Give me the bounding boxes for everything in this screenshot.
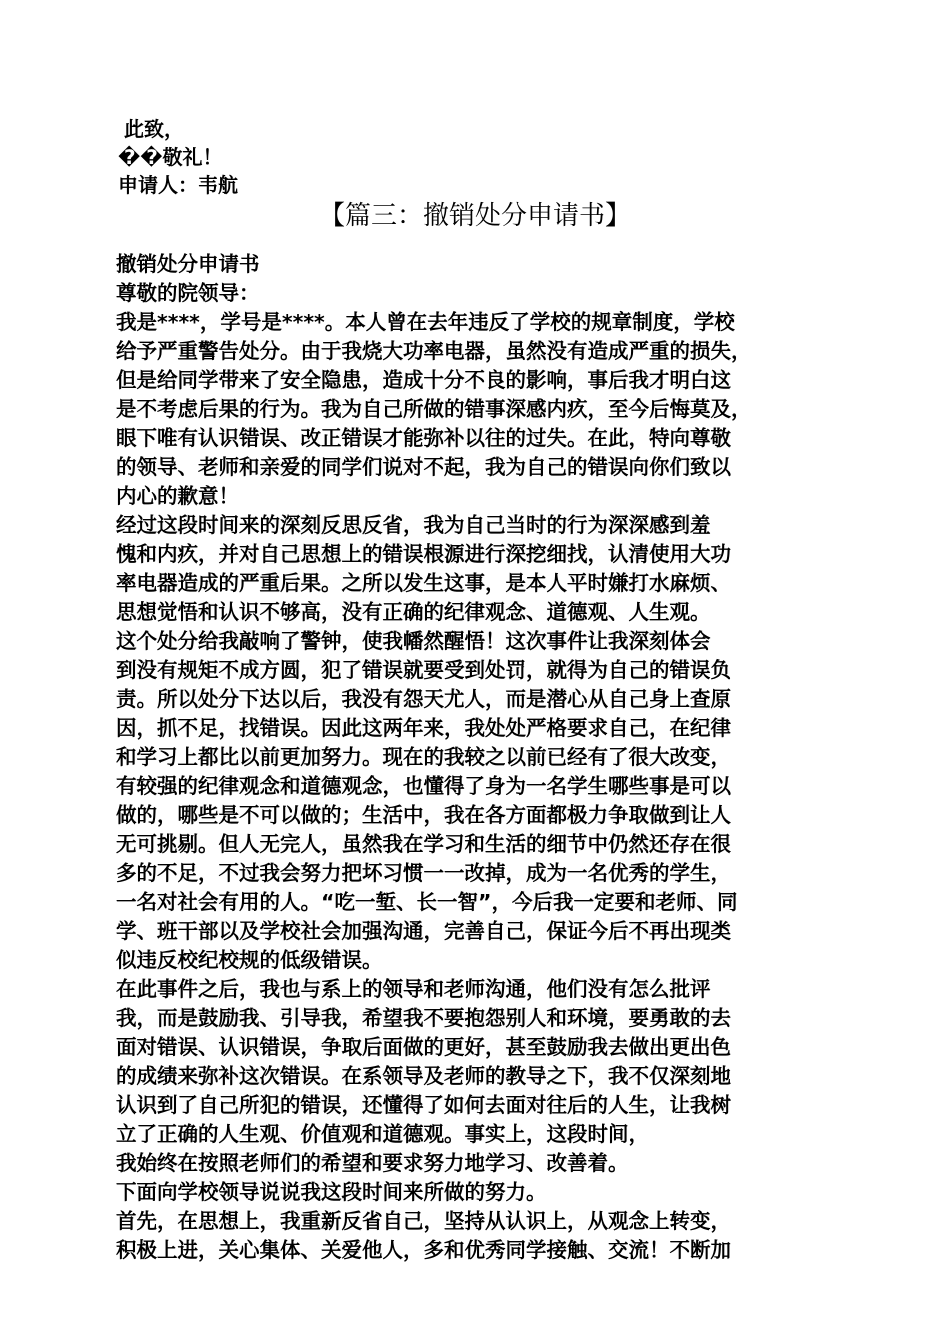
body-line: 在此事件之后，我也与系上的领导和老师沟通，他们没有怎么批评 [116, 977, 711, 1001]
body-line: 给予严重警告处分。由于我烧大功率电器，虽然没有造成严重的损失， [116, 339, 752, 363]
body-line: 眼下唯有认识错误、改正错误才能弥补以往的过失。在此，特向尊敬 [116, 426, 731, 450]
body-line: 责。所以处分下达以后，我没有怨天尤人，而是潜心从自己身上查原 [116, 687, 731, 711]
body-line: 认识到了自己所犯的错误，还懂得了如何去面对往后的人生，让我树 [116, 1093, 731, 1117]
body-line: 是不考虑后果的行为。我为自己所做的错事深感内疚，至今后悔莫及， [116, 397, 752, 421]
section-title: 【篇三：撤销处分申请书】 [318, 201, 631, 231]
body-line: 经过这段时间来的深刻反思反省，我为自己当时的行为深深感到羞 [116, 513, 711, 537]
body-line: 做的，哪些是不可以做的；生活中，我在各方面都极力争取做到让人 [116, 803, 731, 827]
body-line: 立了正确的人生观、价值观和道德观。事实上，这段时间， [116, 1122, 649, 1146]
body-line: 这个处分给我敲响了警钟，使我幡然醒悟！这次事件让我深刻体会 [116, 629, 711, 653]
body-line: 有较强的纪律观念和道德观念，也懂得了身为一名学生哪些事是可以 [116, 774, 731, 798]
document-body [116, 250, 840, 1265]
body-line: 到没有规矩不成方圆，犯了错误就要受到处罚，就得为自己的错误负 [116, 658, 731, 682]
body-line: 多的不足，不过我会努力把坏习惯一一改掉，成为一名优秀的学生， [116, 861, 731, 885]
body-line: 率电器造成的严重后果。之所以发生这事，是本人平时嫌打水麻烦、 [116, 571, 731, 595]
body-line: 似违反校纪校规的低级错误。 [116, 948, 383, 972]
body-line: 下面向学校领导说说我这段时间来所做的努力。 [116, 1180, 547, 1204]
body-line: 的成绩来弥补这次错误。在系领导及老师的教导之下，我不仅深刻地 [116, 1064, 731, 1088]
body-line: 的领导、老师和亲爱的同学们说对不起，我为自己的错误向你们致以 [116, 455, 731, 479]
body-line: 无可挑剔。但人无完人，虽然我在学习和生活的细节中仍然还存在很 [116, 832, 731, 856]
body-line: 一名对社会有用的人。“吃一堑、长一智”，今后我一定要和老师、同 [116, 890, 738, 914]
body-line: 思想觉悟和认识不够高，没有正确的纪律观念、道德观、人生观。 [116, 600, 711, 624]
body-line: 我，而是鼓励我、引导我，希望我不要抱怨别人和环境，要勇敢的去 [116, 1006, 731, 1030]
body-line: 我是****，学号是****。本人曾在去年违反了学校的规章制度，学校 [116, 310, 735, 334]
closing-salutation: 此致， [124, 117, 184, 141]
body-line: 愧和内疚，并对自己思想上的错误根源进行深挖细找，认清使用大功 [116, 542, 731, 566]
closing-regards: ��敬礼！ [118, 145, 223, 169]
body-line: 我始终在按照老师们的希望和要求努力地学习、改善着。 [116, 1151, 629, 1175]
body-line: 首先，在思想上，我重新反省自己，坚持从认识上，从观念上转变， [116, 1209, 731, 1233]
body-line: 学、班干部以及学校社会加强沟通，完善自己，保证今后不再出现类 [116, 919, 731, 943]
applicant-signature: 申请人：韦航 [118, 173, 238, 197]
body-line: 和学习上都比以前更加努力。现在的我较之以前已经有了很大改变， [116, 745, 731, 769]
body-line: 内心的歉意！ [116, 484, 239, 508]
document-heading: 撤销处分申请书 [116, 252, 260, 276]
body-line: 积极上进，关心集体、关爱他人，多和优秀同学接触、交流！不断加 [116, 1238, 731, 1262]
letter-closing [118, 115, 518, 199]
body-line: 因，抓不足，找错误。因此这两年来，我处处严格要求自己，在纪律 [116, 716, 731, 740]
body-line: 但是给同学带来了安全隐患，造成十分不良的影响，事后我才明白这 [116, 368, 731, 392]
document-salutation: 尊敬的院领导： [116, 281, 260, 305]
body-line: 面对错误、认识错误，争取后面做的更好，甚至鼓励我去做出更出色 [116, 1035, 731, 1059]
